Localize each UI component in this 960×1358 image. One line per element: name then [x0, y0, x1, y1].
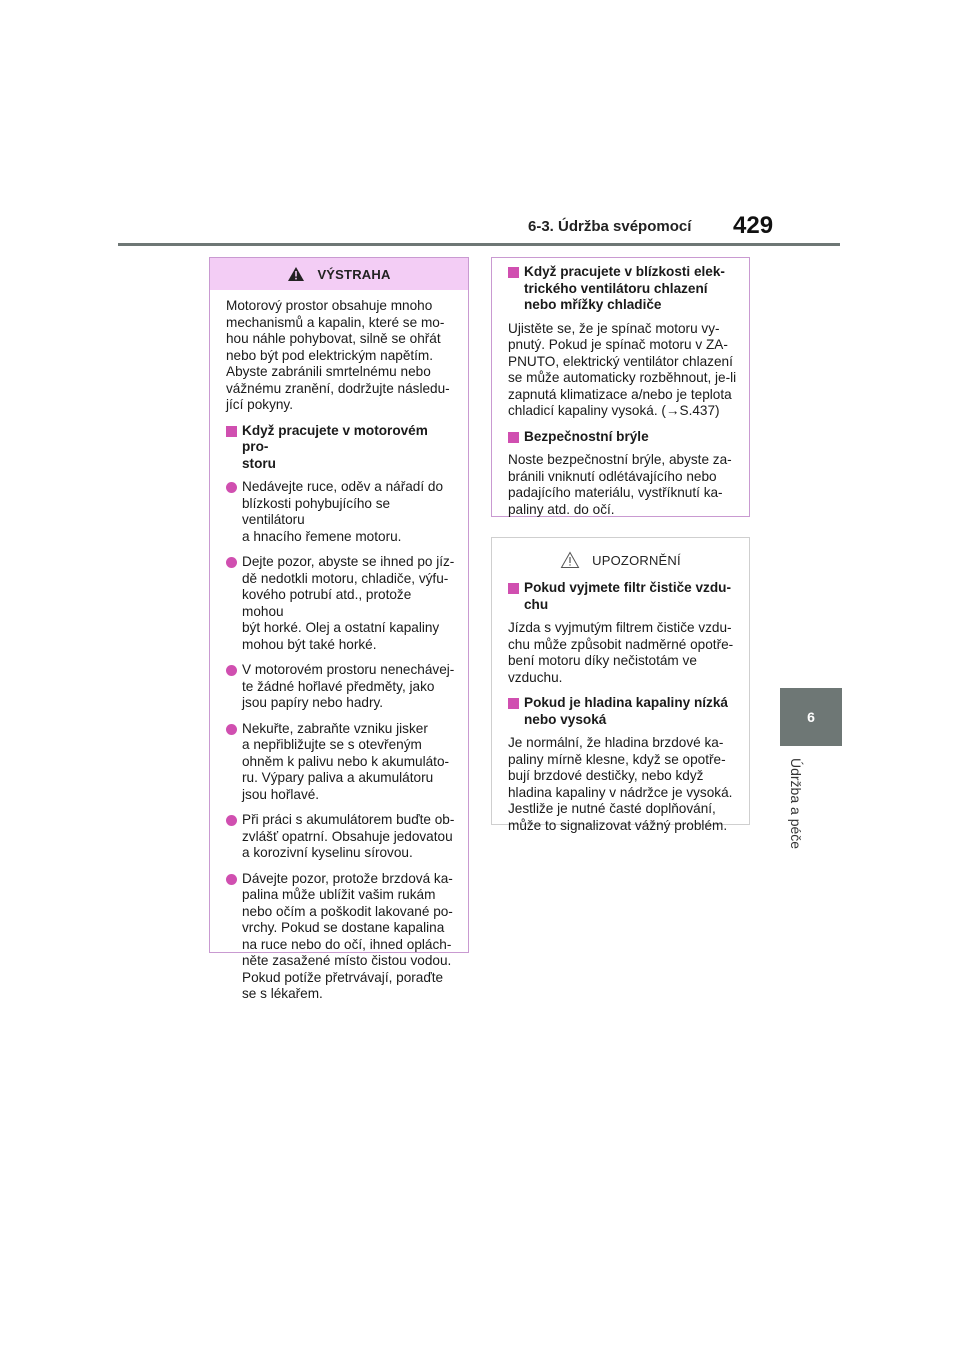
square-bullet-icon — [508, 698, 519, 709]
caution-heading: Pokud vyjmete filtr čističe vzdu- chu — [508, 580, 737, 613]
warning-continued-box — [491, 257, 750, 517]
section-title: 6-3. Údržba svépomocí — [528, 218, 692, 235]
round-bullet-icon — [226, 815, 237, 826]
square-bullet-icon — [226, 426, 237, 437]
warning-title: VÝSTRAHA — [317, 266, 391, 282]
square-bullet-icon — [508, 583, 519, 594]
square-bullet-icon — [508, 267, 519, 278]
caution-heading: Pokud je hladina kapaliny nízká nebo vysoká — [508, 695, 737, 728]
caution-triangle-icon — [560, 551, 580, 569]
round-bullet-icon — [226, 482, 237, 493]
caution-title: UPOZORNĚNÍ — [592, 552, 681, 568]
warning-triangle-icon — [287, 266, 305, 282]
warning-bullet: Dejte pozor, abyste se ihned po jíz- dě nedotkli motoru, chladiče, výfu- kového potrubí atd., protože mohou být horké. Olej a ostatní kapaliny mohou být také horké. — [226, 554, 456, 653]
warning-box — [209, 257, 469, 1001]
warning-bullet: Nekuřte, zabraňte vzniku jisker a nepřibližujte se s otevřeným ohněm k palivu nebo k akumuláto- ru. Výpary paliva a akumulátoru jsou hořlavé. — [226, 721, 456, 804]
page-number: 429 — [733, 212, 774, 239]
caution-text: Je normální, že hladina brzdové ka- paliny mírně klesne, když se opotře- bují brzdové destičky, nebo když hladina kapaliny v nádržce je vysoká. Jestliže je nutné časté doplňování, může to signalizovat vážný problém. — [508, 735, 733, 833]
caution-header — [492, 544, 749, 576]
chapter-title: Údržba a péče — [788, 758, 804, 850]
warning-cont-text: Noste bezpečnostní brýle, abyste za- bránili vniknutí odlétávajícího nebo padajícího materiálu, vystříknutí ka- paliny atd. do očí. — [508, 452, 732, 517]
warning-bullet: V motorovém prostoru nenechávej- te žádné hořlavé předměty, jako jsou papíry nebo hadry. — [226, 662, 456, 712]
warning-subheading: Když pracujete v motorovém pro- storu — [226, 423, 456, 473]
warning-cont-heading: Bezpečnostní brýle — [508, 429, 737, 446]
round-bullet-icon — [226, 724, 237, 735]
warning-bullet: Při práci s akumulátorem buďte ob- zvlášť opatrní. Obsahuje jedovatou a korozivní kyselinu sírovou. — [226, 812, 456, 862]
warning-bullet: Nedávejte ruce, oděv a nářadí do blízkosti pohybujícího se ventilátoru a hnacího řemene motoru. — [226, 479, 456, 545]
warning-bullet: Dávejte pozor, protože brzdová ka- palina může ublížit vašim rukám nebo očím a poškodit lakované po- vrchy. Pokud se dostane kapalina na ruce nebo do očí, ihned oplách- něte zasažené místo čistou vodou. Pokud potíže přetrvávají, poraďte se s lékařem. — [226, 871, 456, 1003]
round-bullet-icon — [226, 874, 237, 885]
round-bullet-icon — [226, 665, 237, 676]
warning-header — [210, 258, 468, 290]
warning-cont-text: Ujistěte se, že je spínač motoru vy- pnutý. Pokud je spínač motoru v ZA- PNUTO, elektrický ventilátor chlazení se může automaticky rozběhnout, je-li zapnutá klimatizace a/nebo je teplota chladicí kapaliny vysoká. (→S.437) — [508, 320, 737, 418]
warning-cont-heading: Když pracujete v blízkosti elek- trického ventilátoru chlazení nebo mřížky chladiče — [508, 264, 737, 314]
chapter-tab: 6 — [780, 688, 842, 746]
caution-text: Jízda s vyjmutým filtrem čističe vzdu- chu může způsobit nadměrné opotře- bení motoru díky nečistotám ve vzduchu. — [508, 620, 734, 685]
round-bullet-icon — [226, 557, 237, 568]
warning-intro: Motorový prostor obsahuje mnoho mechanismů a kapalin, které se mo- hou náhle pohybovat, silně se ohřát nebo být pod elektrickým napětím. Abyste zabránili smrtelnému nebo vážnému zranění, dodržujte následu- jící pokyny. — [226, 298, 450, 412]
caution-box — [491, 537, 750, 833]
header-rule — [118, 243, 840, 246]
square-bullet-icon — [508, 432, 519, 443]
